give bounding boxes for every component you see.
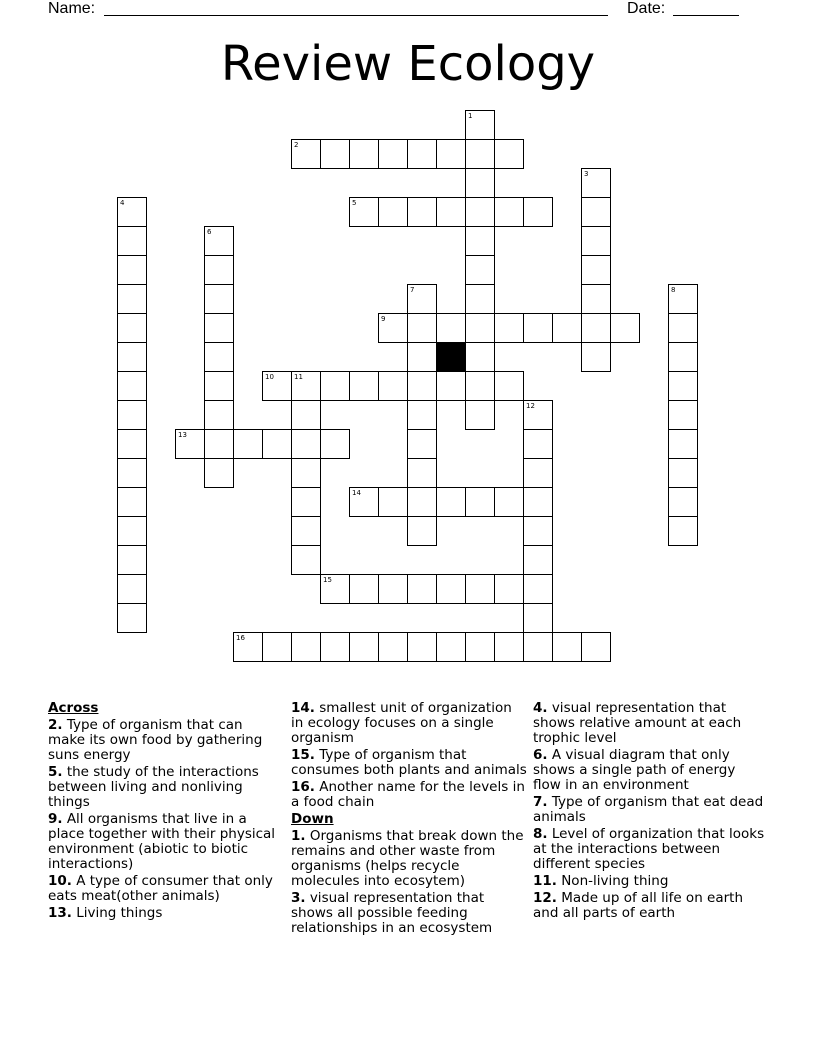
clue [48, 906, 280, 921]
crossword-cell[interactable] [465, 226, 495, 256]
page-title: Review Ecology [220, 36, 596, 92]
crossword-cell[interactable] [494, 197, 524, 227]
crossword-cell[interactable] [494, 371, 524, 401]
clue-text: Level of organization that looks at the interactions between different species [533, 826, 765, 872]
clue-number: 11. [533, 873, 557, 889]
crossword-cell[interactable] [523, 632, 553, 662]
crossword-cell[interactable] [436, 197, 466, 227]
crossword-cell[interactable] [552, 313, 582, 343]
crossword-cell[interactable] [117, 400, 147, 430]
crossword-cell[interactable] [523, 458, 553, 488]
crossword-cell[interactable] [320, 139, 350, 169]
clue-column-2 [291, 701, 527, 938]
crossword-cell[interactable] [204, 284, 234, 314]
clue-number: 13. [48, 905, 72, 921]
crossword-cell[interactable] [407, 487, 437, 517]
clue [48, 812, 280, 872]
clue-text: Type of organism that consumes both plants and animals [291, 747, 527, 778]
clue [48, 874, 280, 904]
crossword-cell[interactable] [581, 226, 611, 256]
crossword-cell[interactable] [523, 516, 553, 546]
crossword-cell[interactable] [523, 313, 553, 343]
clue-text: A visual diagram that only shows a single path of energy flow in an environment [533, 747, 736, 793]
clue-text: Type of organism that eat dead animals [533, 794, 764, 825]
clue [533, 701, 765, 746]
clue [533, 748, 765, 793]
crossword-cell[interactable] [668, 487, 698, 517]
clue-number: 5 [352, 199, 357, 207]
crossword-cell[interactable] [349, 574, 379, 604]
crossword-cell[interactable] [204, 429, 234, 459]
crossword-cell[interactable] [465, 400, 495, 430]
crossword-cell[interactable] [465, 574, 495, 604]
crossword-cell[interactable] [494, 313, 524, 343]
crossword-cell[interactable] [523, 487, 553, 517]
clue-number: 10 [265, 373, 274, 381]
clue [533, 795, 765, 825]
crossword-cell[interactable] [349, 139, 379, 169]
clue-number: 10. [48, 873, 72, 889]
clue-text: Made up of all life on earth and all parts of earth [533, 890, 744, 921]
crossword-cell[interactable] [407, 429, 437, 459]
crossword-cell[interactable] [320, 371, 350, 401]
crossword-cell[interactable] [320, 574, 350, 604]
crossword-cell[interactable] [204, 371, 234, 401]
clue-text: Non-living thing [556, 873, 669, 889]
crossword-cell[interactable] [465, 197, 495, 227]
crossword-cell[interactable] [117, 197, 147, 227]
clue-number: 4. [533, 700, 548, 716]
crossword-cell[interactable] [523, 545, 553, 575]
clue-text: Living things [71, 905, 163, 921]
clue-number: 11 [294, 373, 303, 381]
crossword-cell[interactable] [204, 342, 234, 372]
crossword-cell[interactable] [378, 371, 408, 401]
crossword-cell[interactable] [668, 371, 698, 401]
crossword-cell[interactable] [291, 632, 321, 662]
crossword-cell[interactable] [407, 139, 437, 169]
crossword-cell[interactable] [465, 284, 495, 314]
clue-text: Type of organism that can make its own food by gathering suns energy [48, 717, 263, 763]
clue-number: 1 [468, 112, 473, 120]
crossword-cell[interactable] [668, 342, 698, 372]
crossword-cell[interactable] [262, 371, 292, 401]
clue-text: visual representation that shows all possible feeding relationships in an ecosystem [291, 890, 493, 936]
crossword-cell[interactable] [407, 371, 437, 401]
crossword-cell[interactable] [262, 632, 292, 662]
crossword-cell[interactable] [465, 168, 495, 198]
clue [291, 891, 527, 936]
crossword-cell[interactable] [465, 313, 495, 343]
clue-number: 1. [291, 828, 306, 844]
clue-column-3 [533, 701, 765, 923]
crossword-cell[interactable] [378, 139, 408, 169]
clue-number: 9. [48, 811, 63, 827]
crossword-cell[interactable] [436, 139, 466, 169]
clue [48, 765, 280, 810]
clue-number: 9 [381, 315, 386, 323]
crossword-cell[interactable] [668, 429, 698, 459]
crossword-cell[interactable] [291, 429, 321, 459]
clue-number: 16 [236, 634, 245, 642]
clue-text: Another name for the levels in a food chain [291, 779, 525, 810]
name-field[interactable] [104, 15, 608, 16]
crossword-cell[interactable] [291, 371, 321, 401]
crossword-cell[interactable] [378, 632, 408, 662]
crossword-cell[interactable] [465, 255, 495, 285]
clue-text: smallest unit of organization in ecology focuses on a single organism [291, 700, 512, 746]
crossword-cell[interactable] [494, 139, 524, 169]
clue-text: A type of consumer that only eats meat(other animals) [48, 873, 273, 904]
clue [533, 891, 765, 921]
crossword-cell[interactable] [204, 400, 234, 430]
crossword-cell[interactable] [262, 429, 292, 459]
crossword-cell[interactable] [407, 400, 437, 430]
crossword-cell[interactable] [407, 284, 437, 314]
clue [291, 748, 527, 778]
crossword-cell[interactable] [233, 429, 263, 459]
crossword-cell[interactable] [407, 574, 437, 604]
clue-number: 6 [207, 228, 212, 236]
crossword-cell[interactable] [610, 313, 640, 343]
crossword-cell[interactable] [581, 313, 611, 343]
crossword-cell[interactable] [523, 603, 553, 633]
crossword-cell[interactable] [117, 516, 147, 546]
crossword-cell[interactable] [436, 371, 466, 401]
crossword-cell[interactable] [581, 632, 611, 662]
clue-column-1 [48, 701, 280, 923]
crossword-cell[interactable] [465, 632, 495, 662]
crossword-cell[interactable] [436, 487, 466, 517]
clue-text: All organisms that live in a place together with their physical environment (abiotic to biotic interactions) [48, 811, 276, 872]
clue [291, 701, 527, 746]
clue-number: 7 [410, 286, 415, 294]
crossword-cell[interactable] [581, 255, 611, 285]
crossword-cell[interactable] [117, 226, 147, 256]
crossword-cell[interactable] [117, 284, 147, 314]
crossword-cell[interactable] [117, 342, 147, 372]
crossword-cell[interactable] [320, 632, 350, 662]
clue-heading: Across [48, 700, 99, 716]
crossword-cell[interactable] [117, 487, 147, 517]
crossword-cell[interactable] [175, 429, 205, 459]
worksheet-header [0, 0, 816, 22]
clue-text: visual representation that shows relative amount at each trophic level [533, 700, 742, 746]
crossword-cell[interactable] [204, 255, 234, 285]
crossword-cell[interactable] [407, 313, 437, 343]
crossword-cell[interactable] [494, 487, 524, 517]
crossword-cell[interactable] [436, 574, 466, 604]
crossword-cell[interactable] [117, 574, 147, 604]
clue [533, 874, 765, 889]
crossword-cell[interactable] [204, 313, 234, 343]
clue-number: 7. [533, 794, 548, 810]
crossword-cell[interactable] [117, 545, 147, 575]
crossword-cell[interactable] [407, 632, 437, 662]
crossword-cell[interactable] [291, 516, 321, 546]
clue-number: 12 [526, 402, 535, 410]
crossword-cell[interactable] [204, 458, 234, 488]
crossword-cell[interactable] [465, 139, 495, 169]
clue-number: 16. [291, 779, 315, 795]
clue-number: 14 [352, 489, 361, 497]
crossword-cell[interactable] [407, 197, 437, 227]
crossword-cell[interactable] [117, 313, 147, 343]
date-label: Date: [627, 0, 666, 17]
crossword-cell[interactable] [523, 429, 553, 459]
clue [48, 718, 280, 763]
crossword-cell[interactable] [668, 400, 698, 430]
crossword-cell[interactable] [291, 458, 321, 488]
clue-number: 4 [120, 199, 125, 207]
crossword-cell[interactable] [465, 110, 495, 140]
crossword-cell[interactable] [291, 400, 321, 430]
crossword-cell[interactable] [349, 197, 379, 227]
clue-number: 15. [291, 747, 315, 763]
crossword-cell[interactable] [581, 284, 611, 314]
crossword-cell[interactable] [117, 371, 147, 401]
crossword-cell[interactable] [291, 545, 321, 575]
crossword-cell[interactable] [465, 371, 495, 401]
clue-text: the study of the interactions between living and nonliving things [48, 764, 259, 810]
clue-number: 13 [178, 431, 187, 439]
crossword-cell[interactable] [668, 284, 698, 314]
crossword-cell[interactable] [117, 458, 147, 488]
crossword-cell[interactable] [349, 632, 379, 662]
crossword-cell[interactable] [407, 516, 437, 546]
crossword-cell[interactable] [378, 574, 408, 604]
crossword-cell[interactable] [117, 603, 147, 633]
clue-number: 14. [291, 700, 315, 716]
crossword-cell[interactable] [378, 197, 408, 227]
clue-number: 6. [533, 747, 548, 763]
clue-number: 15 [323, 576, 332, 584]
crossword-cell[interactable] [465, 487, 495, 517]
crossword-cell[interactable] [581, 168, 611, 198]
date-field[interactable] [673, 15, 739, 16]
clue-number: 2. [48, 717, 63, 733]
clue-number: 2 [294, 141, 299, 149]
clue-text: Organisms that break down the remains and other waste from organisms (helps recycle molecules into ecosytem) [291, 828, 524, 889]
clue-number: 3. [291, 890, 306, 906]
crossword-cell[interactable] [494, 632, 524, 662]
clue [533, 827, 765, 872]
crossword-cell[interactable] [320, 429, 350, 459]
crossword-cell[interactable] [233, 632, 263, 662]
crossword-cell[interactable] [349, 487, 379, 517]
crossword-cell[interactable] [117, 255, 147, 285]
clue-number: 8. [533, 826, 548, 842]
crossword-cell[interactable] [668, 516, 698, 546]
crossword-cell[interactable] [523, 400, 553, 430]
crossword-cell[interactable] [291, 487, 321, 517]
crossword-cell[interactable] [378, 487, 408, 517]
crossword-cell[interactable] [436, 632, 466, 662]
clue [291, 780, 527, 810]
crossword-cell[interactable] [552, 632, 582, 662]
clue-number: 12. [533, 890, 557, 906]
crossword-cell[interactable] [349, 371, 379, 401]
crossword-cell[interactable] [494, 574, 524, 604]
crossword-cell[interactable] [378, 313, 408, 343]
clue-number: 3 [584, 170, 589, 178]
clue [291, 829, 527, 889]
crossword-cell[interactable] [407, 458, 437, 488]
crossword-cell[interactable] [581, 197, 611, 227]
crossword-cell[interactable] [117, 429, 147, 459]
crossword-cell[interactable] [523, 197, 553, 227]
crossword-cell[interactable] [436, 313, 466, 343]
crossword-cell[interactable] [291, 139, 321, 169]
crossword-cell[interactable] [465, 342, 495, 372]
name-label: Name: [48, 0, 96, 17]
crossword-cell[interactable] [204, 226, 234, 256]
clue-number: 5. [48, 764, 63, 780]
crossword-cell[interactable] [668, 313, 698, 343]
clue-heading: Down [291, 811, 334, 827]
crossword-cell[interactable] [668, 458, 698, 488]
crossword-cell[interactable] [523, 574, 553, 604]
crossword-cell[interactable] [407, 342, 437, 372]
crossword-cell[interactable] [581, 342, 611, 372]
clue-number: 8 [671, 286, 676, 294]
black-square [436, 342, 466, 372]
